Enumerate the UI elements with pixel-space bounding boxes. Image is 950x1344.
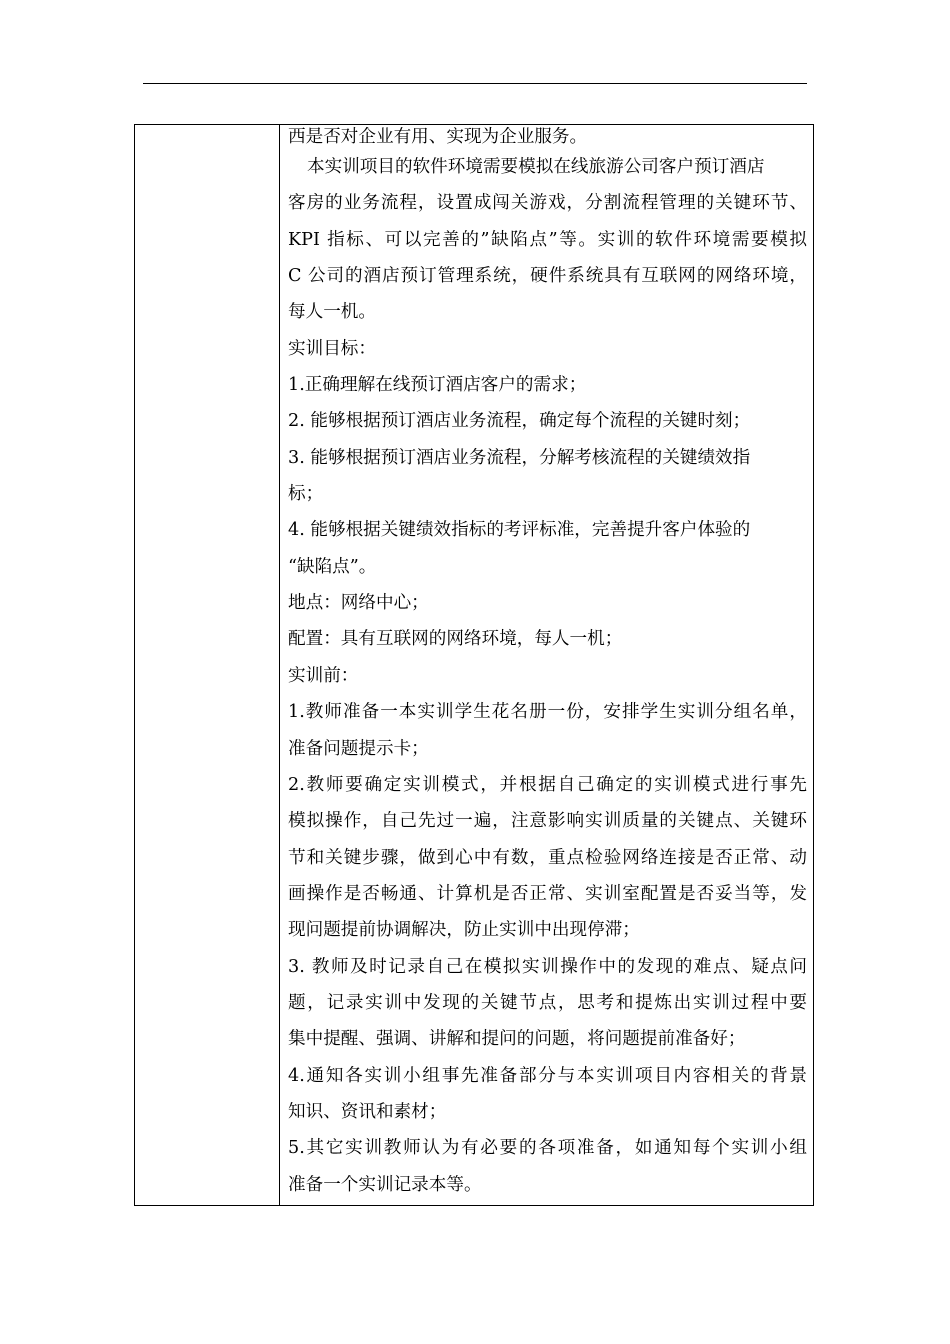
text-line: 3. 教师及时记录自己在模拟实训操作中的发现的难点、疑点问	[288, 956, 807, 977]
table-left-cell	[135, 125, 280, 1205]
text-line: 每人一机。	[288, 302, 376, 323]
text-line: 本实训项目的软件环境需要模拟在线旅游公司客户预订酒店	[307, 157, 765, 177]
text-line: 准备问题提示卡；	[288, 738, 429, 759]
text-line: 准备一个实训记录本等。	[288, 1174, 482, 1195]
text-line: 1.正确理解在线预订酒店客户的需求；	[288, 375, 587, 396]
text-line: 现问题提前协调解决，防止实训中出现停滞；	[288, 920, 640, 941]
text-line: 实训前：	[288, 665, 359, 686]
text-line: 客房的业务流程，设置成闯关游戏，分割流程管理的关键环节、	[288, 193, 807, 214]
text-line: KPI 指标、可以完善的”缺陷点”等。实训的软件环境需要模拟	[288, 229, 807, 250]
table-right-cell	[280, 125, 813, 1205]
text-line: 4.通知各实训小组事先准备部分与本实训项目内容相关的背景	[288, 1065, 807, 1086]
header-rule	[143, 83, 807, 84]
text-line: 5.其它实训教师认为有必要的各项准备，如通知每个实训小组	[288, 1138, 807, 1159]
text-line: 2. 能够根据预订酒店业务流程，确定每个流程的关键时刻；	[288, 411, 751, 432]
text-line: 2.教师要确定实训模式，并根据自己确定的实训模式进行事先	[288, 774, 807, 795]
text-line: 画操作是否畅通、计算机是否正常、实训室配置是否妥当等，发	[288, 883, 807, 904]
text-line: C 公司的酒店预订管理系统，硬件系统具有互联网的网络环境，	[288, 266, 807, 287]
text-line: 知识、资讯和素材；	[288, 1101, 447, 1122]
text-line: 标；	[288, 484, 324, 505]
text-line: 4. 能够根据关键绩效指标的考评标准，完善提升客户体验的	[288, 520, 751, 541]
text-line: 模拟操作，自己先过一遍，注意影响实训质量的关键点、关键环	[288, 811, 807, 832]
text-line: 题，记录实训中发现的关键节点，思考和提炼出实训过程中要	[288, 992, 807, 1013]
text-line: 实训目标：	[288, 338, 376, 359]
text-line: 集中提醒、强调、讲解和提问的问题，将问题提前准备好；	[288, 1029, 746, 1050]
text-line: 1.教师准备一本实训学生花名册一份，安排学生实训分组名单，	[288, 702, 807, 723]
text-line: 地点：网络中心；	[288, 593, 429, 614]
content-table	[134, 124, 814, 1206]
text-line: 配置：具有互联网的网络环境，每人一机；	[288, 629, 623, 650]
text-line: 节和关键步骤，做到心中有数，重点检验网络连接是否正常、动	[288, 847, 807, 868]
text-line: “缺陷点”。	[288, 556, 377, 577]
text-line: 西是否对企业有用、实现为企业服务。	[288, 127, 588, 147]
text-line: 3. 能够根据预订酒店业务流程，分解考核流程的关键绩效指	[288, 447, 751, 468]
